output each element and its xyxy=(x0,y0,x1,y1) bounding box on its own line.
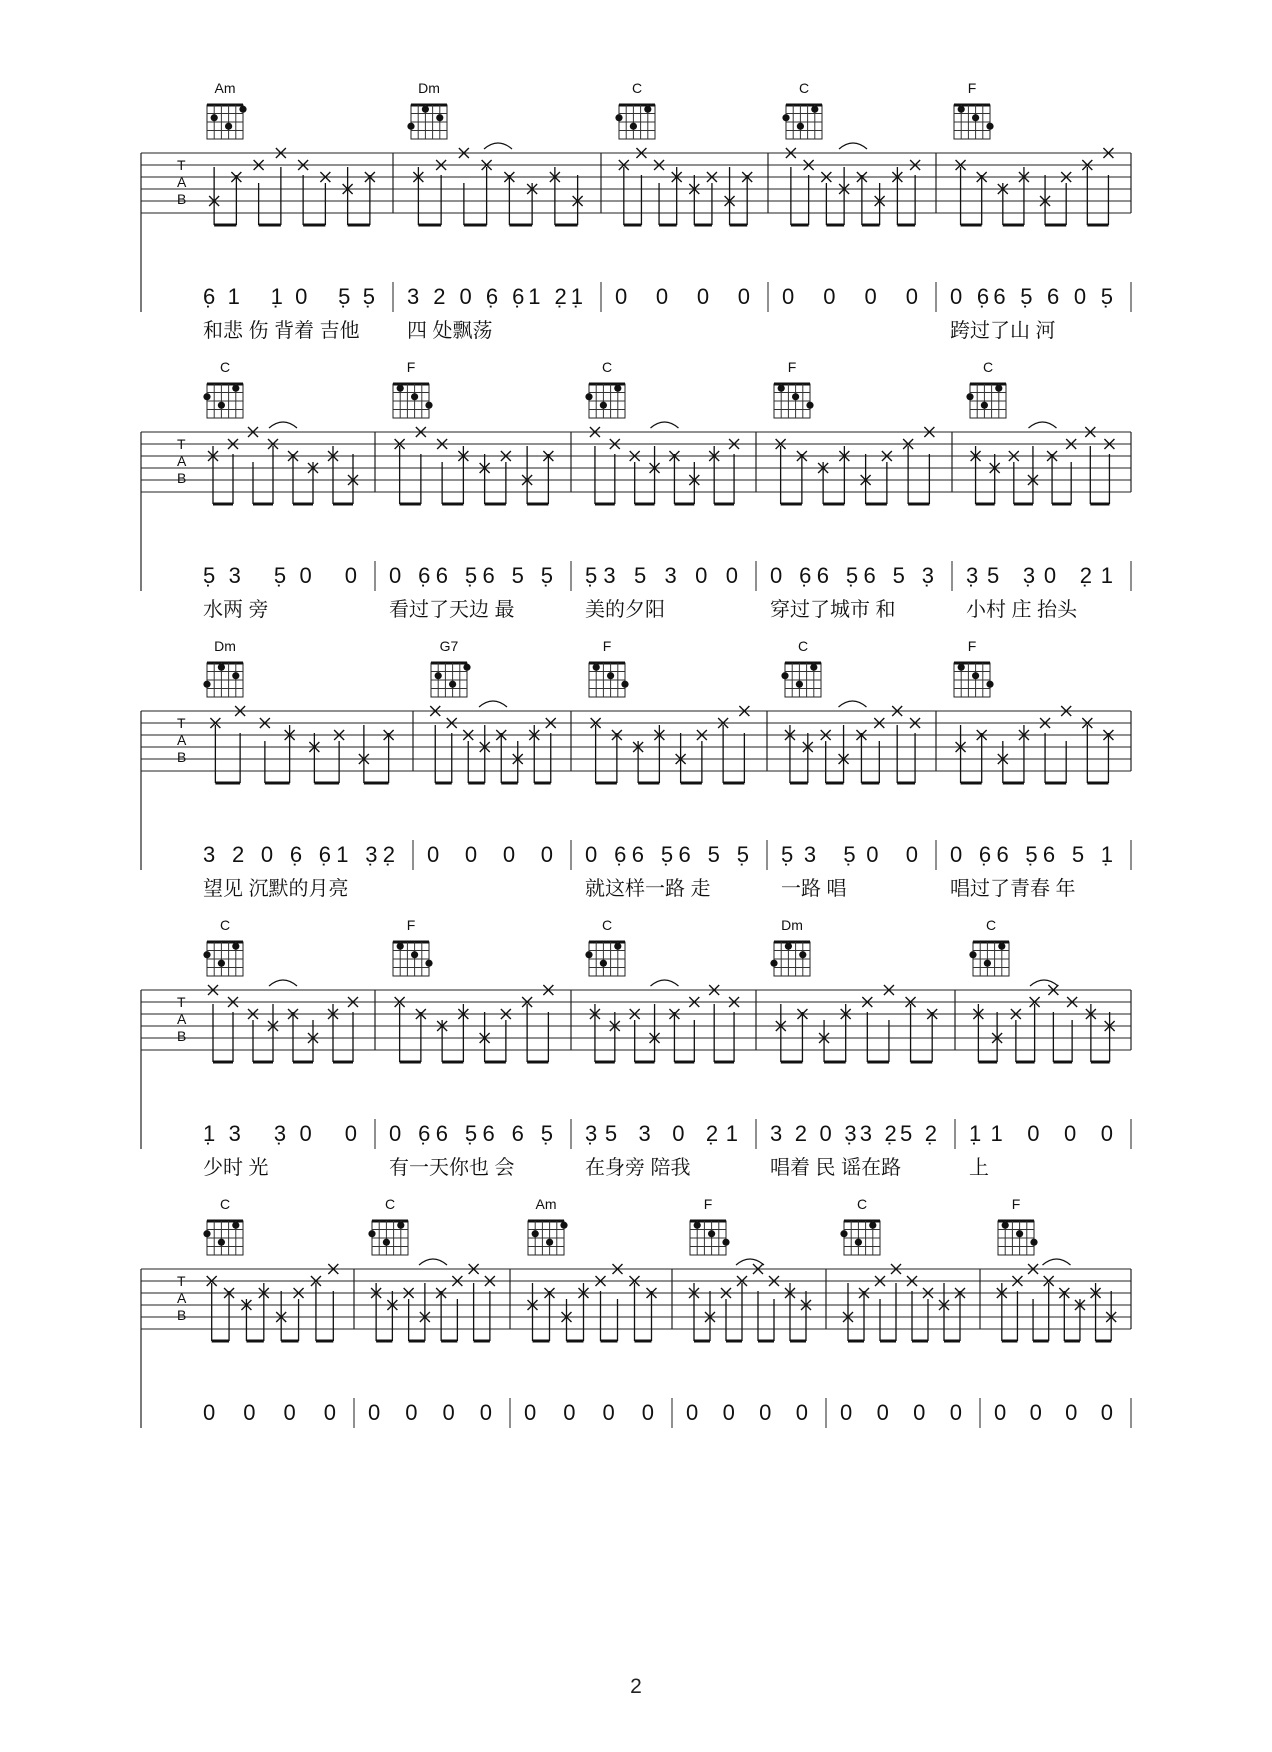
tab-clef-letter: B xyxy=(177,191,187,207)
finger-dot xyxy=(232,943,239,950)
finger-dot xyxy=(1002,1222,1009,1229)
tab-clef-letter: T xyxy=(177,1273,186,1289)
tie-arc xyxy=(1029,422,1057,428)
jianpu-notation: 3 2 0 6̣ 6̣1 3̣2̣ xyxy=(203,842,395,867)
finger-dot xyxy=(232,672,239,679)
finger-dot xyxy=(411,951,418,958)
chord-diagram xyxy=(203,638,243,697)
chord-diagram xyxy=(969,917,1009,976)
jianpu-notation: 0 6̣6 5̣6 5 5̣ xyxy=(585,842,749,867)
chord-name: Dm xyxy=(781,917,803,933)
finger-dot xyxy=(644,106,651,113)
finger-dot xyxy=(225,123,232,130)
chord-diagram xyxy=(203,1196,243,1255)
tab-clef-letter: A xyxy=(177,1011,187,1027)
finger-dot xyxy=(449,681,456,688)
finger-dot xyxy=(781,672,788,679)
jianpu-notation: 0 0 0 0 xyxy=(782,284,918,309)
finger-dot xyxy=(972,114,979,121)
chord-name: F xyxy=(787,359,797,375)
tab-clef-letter: A xyxy=(177,453,187,469)
tie-arc xyxy=(269,422,297,428)
chord-name: C xyxy=(798,80,810,96)
tie-arc xyxy=(839,701,867,707)
finger-dot xyxy=(585,393,592,400)
tab-system xyxy=(141,80,1131,342)
finger-dot xyxy=(708,1230,715,1237)
finger-dot xyxy=(855,1239,862,1246)
tie-arc xyxy=(479,701,507,707)
finger-dot xyxy=(585,951,592,958)
finger-dot xyxy=(998,943,1005,950)
finger-dot xyxy=(211,114,218,121)
chord-name: C xyxy=(219,359,231,375)
chord-diagram xyxy=(528,1196,568,1255)
chord-diagram xyxy=(431,638,471,697)
finger-dot xyxy=(397,1222,404,1229)
chord-name: C xyxy=(982,359,994,375)
finger-dot xyxy=(796,681,803,688)
chord-diagram xyxy=(954,80,994,139)
finger-dot xyxy=(218,664,225,671)
finger-dot xyxy=(986,681,993,688)
lyric-text: 少时 光 xyxy=(203,1157,269,1179)
finger-dot xyxy=(840,1230,847,1237)
finger-dot xyxy=(383,1239,390,1246)
chord-diagram xyxy=(781,638,821,697)
finger-dot xyxy=(593,664,600,671)
finger-dot xyxy=(966,393,973,400)
chord-name: F xyxy=(967,80,977,96)
lyric-text: 水两 旁 xyxy=(203,599,269,621)
finger-dot xyxy=(722,1239,729,1246)
chord-diagram xyxy=(782,80,822,139)
finger-dot xyxy=(425,960,432,967)
chord-diagram xyxy=(407,80,447,139)
tie-arc xyxy=(1043,1259,1071,1265)
finger-dot xyxy=(203,393,210,400)
jianpu-notation: 0 0 0 0 xyxy=(840,1400,962,1425)
chord-name: C xyxy=(797,638,809,654)
chord-diagram xyxy=(207,80,247,139)
tab-clef-letter: B xyxy=(177,1028,187,1044)
chord-name: G7 xyxy=(439,638,459,654)
tab-system xyxy=(141,359,1131,621)
finger-dot xyxy=(532,1230,539,1237)
chord-name: Am xyxy=(535,1196,557,1212)
tie-arc xyxy=(1030,980,1058,986)
chord-diagram xyxy=(954,638,994,697)
finger-dot xyxy=(958,106,965,113)
finger-dot xyxy=(614,385,621,392)
jianpu-notation: 0 0 0 0 xyxy=(524,1400,654,1425)
chord-name: C xyxy=(219,917,231,933)
tab-clef-letter: T xyxy=(177,715,186,731)
lyric-text: 望见 沉默的月亮 xyxy=(203,878,349,900)
tie-arc xyxy=(651,980,679,986)
finger-dot xyxy=(218,1239,225,1246)
finger-dot xyxy=(463,664,470,671)
tab-clef-letter: B xyxy=(177,749,187,765)
finger-dot xyxy=(203,951,210,958)
chord-name: C xyxy=(856,1196,868,1212)
finger-dot xyxy=(232,385,239,392)
finger-dot xyxy=(792,393,799,400)
chord-diagram xyxy=(998,1196,1038,1255)
finger-dot xyxy=(600,960,607,967)
jianpu-notation: 3 2 0 3̣3 2̣5 2̣ xyxy=(770,1121,937,1146)
jianpu-notation: 0 0 0 0 xyxy=(203,1400,336,1425)
tab-clef-letter: T xyxy=(177,157,186,173)
tab-system xyxy=(141,638,1131,900)
chord-name: C xyxy=(601,917,613,933)
chord-name: Dm xyxy=(214,638,236,654)
finger-dot xyxy=(969,951,976,958)
finger-dot xyxy=(546,1239,553,1246)
finger-dot xyxy=(958,664,965,671)
chord-diagram xyxy=(774,359,814,418)
finger-dot xyxy=(621,681,628,688)
finger-dot xyxy=(981,402,988,409)
finger-dot xyxy=(411,393,418,400)
jianpu-notation: 6̣1 1̣0 5̣5̣ xyxy=(203,284,375,309)
jianpu-notation: 5̣3 5 3 0 0 xyxy=(585,563,738,588)
chord-diagram xyxy=(203,359,243,418)
finger-dot xyxy=(995,385,1002,392)
jianpu-notation: 0 0 0 0 xyxy=(427,842,553,867)
lyric-text: 唱着 民 谣在路 xyxy=(770,1157,902,1179)
tie-arc xyxy=(269,980,297,986)
chord-name: C xyxy=(985,917,997,933)
tab-clef-letter: T xyxy=(177,994,186,1010)
chord-diagram xyxy=(585,359,625,418)
chord-name: Am xyxy=(214,80,236,96)
finger-dot xyxy=(218,960,225,967)
finger-dot xyxy=(397,943,404,950)
jianpu-notation: 0 0 0 0 xyxy=(615,284,750,309)
finger-dot xyxy=(425,402,432,409)
tab-clef-letter: B xyxy=(177,1307,187,1323)
finger-dot xyxy=(368,1230,375,1237)
jianpu-notation: 3̣5 3 0 2̣1 xyxy=(585,1121,738,1146)
lyric-text: 穿过了城市 和 xyxy=(770,599,896,621)
finger-dot xyxy=(614,943,621,950)
chord-name: F xyxy=(1011,1196,1021,1212)
tie-arc xyxy=(839,143,867,149)
lyric-text: 和悲 伤 背着 吉他 xyxy=(203,320,360,342)
page-number: 2 xyxy=(630,1675,642,1698)
finger-dot xyxy=(218,402,225,409)
chord-diagram xyxy=(585,917,625,976)
finger-dot xyxy=(806,402,813,409)
chord-name: F xyxy=(602,638,612,654)
chord-diagram xyxy=(966,359,1006,418)
chord-diagram xyxy=(770,917,810,976)
jianpu-notation: 0 6̣6 5̣6 5 5̣ xyxy=(389,563,553,588)
jianpu-notation: 1̣3 3̣0 0 xyxy=(203,1121,357,1146)
chord-name: C xyxy=(219,1196,231,1212)
lyric-text: 上 xyxy=(969,1157,989,1179)
jianpu-notation: 3 2 0 6̣ 6̣1 2̣1̣ xyxy=(407,284,583,309)
finger-dot xyxy=(770,960,777,967)
jianpu-notation: 0 0 0 0 xyxy=(368,1400,492,1425)
jianpu-notation: 0 6̣6 5̣ 6 0 5̣ xyxy=(950,284,1113,309)
chord-name: C xyxy=(601,359,613,375)
finger-dot xyxy=(799,951,806,958)
lyric-text: 美的夕阳 xyxy=(585,599,665,621)
finger-dot xyxy=(203,681,210,688)
finger-dot xyxy=(810,664,817,671)
lyric-text: 有一天你也 会 xyxy=(389,1157,515,1179)
jianpu-notation: 0 6̣6 5̣6 5 3̣ xyxy=(770,563,934,588)
finger-dot xyxy=(984,960,991,967)
finger-dot xyxy=(239,106,246,113)
finger-dot xyxy=(972,672,979,679)
jianpu-notation: 5̣3 5̣0 0 xyxy=(203,563,357,588)
finger-dot xyxy=(407,123,414,130)
chord-diagram xyxy=(203,917,243,976)
finger-dot xyxy=(397,385,404,392)
jianpu-notation: 5̣3 5̣0 0 xyxy=(781,842,918,867)
finger-dot xyxy=(1030,1239,1037,1246)
finger-dot xyxy=(630,123,637,130)
finger-dot xyxy=(778,385,785,392)
finger-dot xyxy=(600,402,607,409)
jianpu-notation: 1̣1 0 0 0 xyxy=(969,1121,1113,1146)
chord-name: Dm xyxy=(418,80,440,96)
tab-clef-letter: A xyxy=(177,174,187,190)
finger-dot xyxy=(811,106,818,113)
chord-diagram xyxy=(393,917,433,976)
finger-dot xyxy=(797,123,804,130)
chord-diagram xyxy=(690,1196,730,1255)
chord-name: C xyxy=(631,80,643,96)
tab-clef-letter: T xyxy=(177,436,186,452)
chord-diagram xyxy=(368,1196,408,1255)
lyric-text: 就这样一路 走 xyxy=(585,878,711,900)
finger-dot xyxy=(203,1230,210,1237)
tie-arc xyxy=(736,1259,764,1265)
finger-dot xyxy=(785,943,792,950)
lyric-text: 跨过了山 河 xyxy=(950,320,1056,342)
jianpu-notation: 0 6̣6 5̣6 6 5̣ xyxy=(389,1121,553,1146)
finger-dot xyxy=(560,1222,567,1229)
chord-name: F xyxy=(406,359,416,375)
chord-name: F xyxy=(967,638,977,654)
tie-arc xyxy=(419,1259,447,1265)
lyric-text: 一路 唱 xyxy=(781,878,847,900)
chord-name: F xyxy=(406,917,416,933)
tie-arc xyxy=(484,143,512,149)
chord-name: F xyxy=(703,1196,713,1212)
finger-dot xyxy=(435,672,442,679)
jianpu-notation: 0 0 0 0 xyxy=(994,1400,1113,1425)
lyric-text: 在身旁 陪我 xyxy=(585,1157,691,1179)
chord-diagram xyxy=(840,1196,880,1255)
finger-dot xyxy=(986,123,993,130)
tab-clef-letter: A xyxy=(177,732,187,748)
jianpu-notation: 0 6̣6 5̣6 5 1̣ xyxy=(950,842,1113,867)
tab-system xyxy=(141,917,1131,1179)
chord-name: C xyxy=(384,1196,396,1212)
lyric-text: 四 处飘荡 xyxy=(407,320,493,342)
finger-dot xyxy=(436,114,443,121)
finger-dot xyxy=(607,672,614,679)
jianpu-notation: 3̣5 3̣0 2̣1 xyxy=(966,563,1113,588)
tab-system xyxy=(141,1196,1131,1428)
finger-dot xyxy=(1016,1230,1023,1237)
finger-dot xyxy=(232,1222,239,1229)
jianpu-notation: 0 0 0 0 xyxy=(686,1400,808,1425)
finger-dot xyxy=(694,1222,701,1229)
chord-diagram xyxy=(615,80,655,139)
lyric-text: 唱过了青春 年 xyxy=(950,878,1076,900)
lyric-text: 看过了天边 最 xyxy=(389,599,515,621)
finger-dot xyxy=(869,1222,876,1229)
tab-clef-letter: A xyxy=(177,1290,187,1306)
tie-arc xyxy=(651,422,679,428)
chord-diagram xyxy=(393,359,433,418)
tab-clef-letter: B xyxy=(177,470,187,486)
finger-dot xyxy=(615,114,622,121)
chord-diagram xyxy=(589,638,629,697)
finger-dot xyxy=(422,106,429,113)
lyric-text: 小村 庄 抬头 xyxy=(966,599,1078,621)
finger-dot xyxy=(782,114,789,121)
